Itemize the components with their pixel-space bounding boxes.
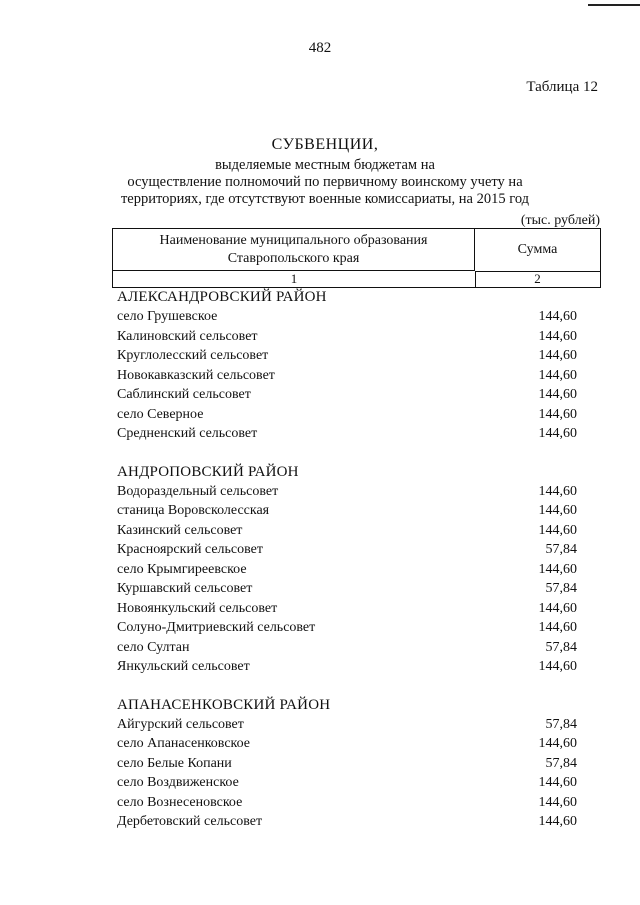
section-gap bbox=[117, 677, 577, 696]
table-row bbox=[117, 501, 577, 521]
subvention-amount: 144,60 bbox=[538, 426, 577, 441]
table-row bbox=[117, 385, 577, 405]
subvention-amount: 144,60 bbox=[538, 483, 577, 499]
table-row bbox=[117, 579, 577, 599]
subvention-amount: 144,60 bbox=[538, 794, 577, 810]
municipality-name: село Воздвиженское bbox=[117, 775, 239, 790]
table-row bbox=[117, 599, 577, 619]
district-heading: АЛЕКСАНДРОВСКИЙ РАЙОН bbox=[117, 289, 327, 305]
table-header bbox=[112, 228, 601, 288]
table-row bbox=[117, 734, 577, 754]
subvention-amount: 144,60 bbox=[538, 775, 577, 790]
subvention-amount: 57,84 bbox=[545, 542, 577, 557]
table-row bbox=[117, 657, 577, 677]
municipality-name: Новокавказский сельсовет bbox=[117, 367, 275, 383]
table-row bbox=[117, 540, 577, 560]
subvention-amount: 57,84 bbox=[545, 755, 577, 771]
municipality-name: Средненский сельсовет bbox=[117, 426, 258, 441]
municipality-name: село Грушевское bbox=[117, 309, 218, 324]
municipality-name: село Белые Копани bbox=[117, 755, 232, 771]
table-row bbox=[117, 638, 577, 658]
subvention-amount: 144,60 bbox=[538, 348, 577, 363]
subvention-amount: 144,60 bbox=[538, 367, 577, 383]
table-row bbox=[117, 812, 577, 832]
subvention-amount: 144,60 bbox=[538, 503, 577, 518]
subvention-amount: 144,60 bbox=[538, 736, 577, 751]
subvention-amount: 144,60 bbox=[538, 814, 577, 829]
document-subtitle-line-1: выделяемые местным бюджетам на bbox=[215, 157, 435, 173]
subvention-amount: 144,60 bbox=[538, 561, 577, 577]
municipality-name: Куршавский сельсовет bbox=[117, 581, 253, 596]
table-row bbox=[117, 521, 577, 541]
municipality-name: Круглолесский сельсовет bbox=[117, 348, 269, 363]
table-label: Таблица 12 bbox=[526, 79, 598, 95]
municipality-name: Водораздельный сельсовет bbox=[117, 483, 279, 499]
table-row bbox=[117, 346, 577, 366]
subvention-amount: 57,84 bbox=[545, 716, 577, 732]
municipality-name: село Северное bbox=[117, 406, 204, 422]
units-label: (тыс. рублей) bbox=[520, 213, 600, 228]
table-row bbox=[117, 773, 577, 793]
column-header-sum: Сумма bbox=[475, 229, 600, 272]
table-row bbox=[117, 754, 577, 774]
subvention-amount: 144,60 bbox=[538, 659, 577, 674]
municipality-name: Янкульский сельсовет bbox=[117, 659, 250, 674]
table-body bbox=[117, 288, 577, 832]
subvention-amount: 144,60 bbox=[538, 600, 577, 616]
municipality-name: Калиновский сельсовет bbox=[117, 328, 258, 344]
column-header-name bbox=[113, 229, 475, 271]
subvention-amount: 57,84 bbox=[545, 581, 577, 596]
table-row bbox=[117, 560, 577, 580]
municipality-name: Айгурский сельсовет bbox=[117, 716, 244, 732]
subvention-amount: 144,60 bbox=[538, 387, 577, 402]
subvention-amount: 144,60 bbox=[538, 620, 577, 635]
column-number-1: 1 bbox=[113, 271, 476, 287]
municipality-name: Солуно-Дмитриевский сельсовет bbox=[117, 620, 316, 635]
document-subtitle-line-2: осуществление полномочий по первичному воинскому учету на bbox=[127, 174, 523, 190]
column-number-2: 2 bbox=[534, 271, 541, 286]
table-row bbox=[117, 327, 577, 347]
municipality-name: село Апанасенковское bbox=[117, 736, 251, 751]
table-row bbox=[117, 307, 577, 327]
document-title: СУБВЕНЦИИ, bbox=[271, 136, 379, 153]
municipality-name: село Султан bbox=[117, 639, 190, 655]
table-row bbox=[117, 618, 577, 638]
municipality-name: Саблинский сельсовет bbox=[117, 387, 251, 402]
subvention-amount: 57,84 bbox=[545, 639, 577, 655]
district-heading: АПАНАСЕНКОВСКИЙ РАЙОН bbox=[117, 696, 331, 713]
municipality-name: станица Воровсколесская bbox=[117, 503, 270, 518]
section-gap bbox=[117, 444, 577, 463]
corner-mark bbox=[588, 4, 640, 6]
municipality-name: село Крымгиреевское bbox=[117, 561, 247, 577]
title-block bbox=[110, 135, 540, 208]
table-row bbox=[117, 424, 577, 444]
municipality-name: Казинский сельсовет bbox=[117, 522, 243, 538]
table-row bbox=[117, 715, 577, 735]
subvention-amount: 144,60 bbox=[538, 522, 577, 538]
municipality-name: село Вознесеновское bbox=[117, 794, 243, 810]
column-header-name-line-2: Ставропольского края bbox=[227, 251, 360, 266]
table-row bbox=[117, 405, 577, 425]
table-row bbox=[117, 482, 577, 502]
subvention-amount: 144,60 bbox=[538, 406, 577, 422]
municipality-name: Красноярский сельсовет bbox=[117, 542, 263, 557]
subvention-amount: 144,60 bbox=[538, 328, 577, 344]
document-subtitle-line-3: территориях, где отсутствуют военные комиссариаты, на 2015 год bbox=[120, 191, 530, 207]
column-header-name-line-1: Наименование муниципального образования bbox=[159, 233, 428, 248]
page-number: 482 bbox=[308, 40, 332, 56]
municipality-name: Новоянкульский сельсовет bbox=[117, 600, 278, 616]
table-row bbox=[117, 793, 577, 813]
table-row bbox=[117, 366, 577, 386]
district-heading: АНДРОПОВСКИЙ РАЙОН bbox=[117, 463, 299, 480]
subvention-amount: 144,60 bbox=[538, 309, 577, 324]
municipality-name: Дербетовский сельсовет bbox=[117, 814, 263, 829]
